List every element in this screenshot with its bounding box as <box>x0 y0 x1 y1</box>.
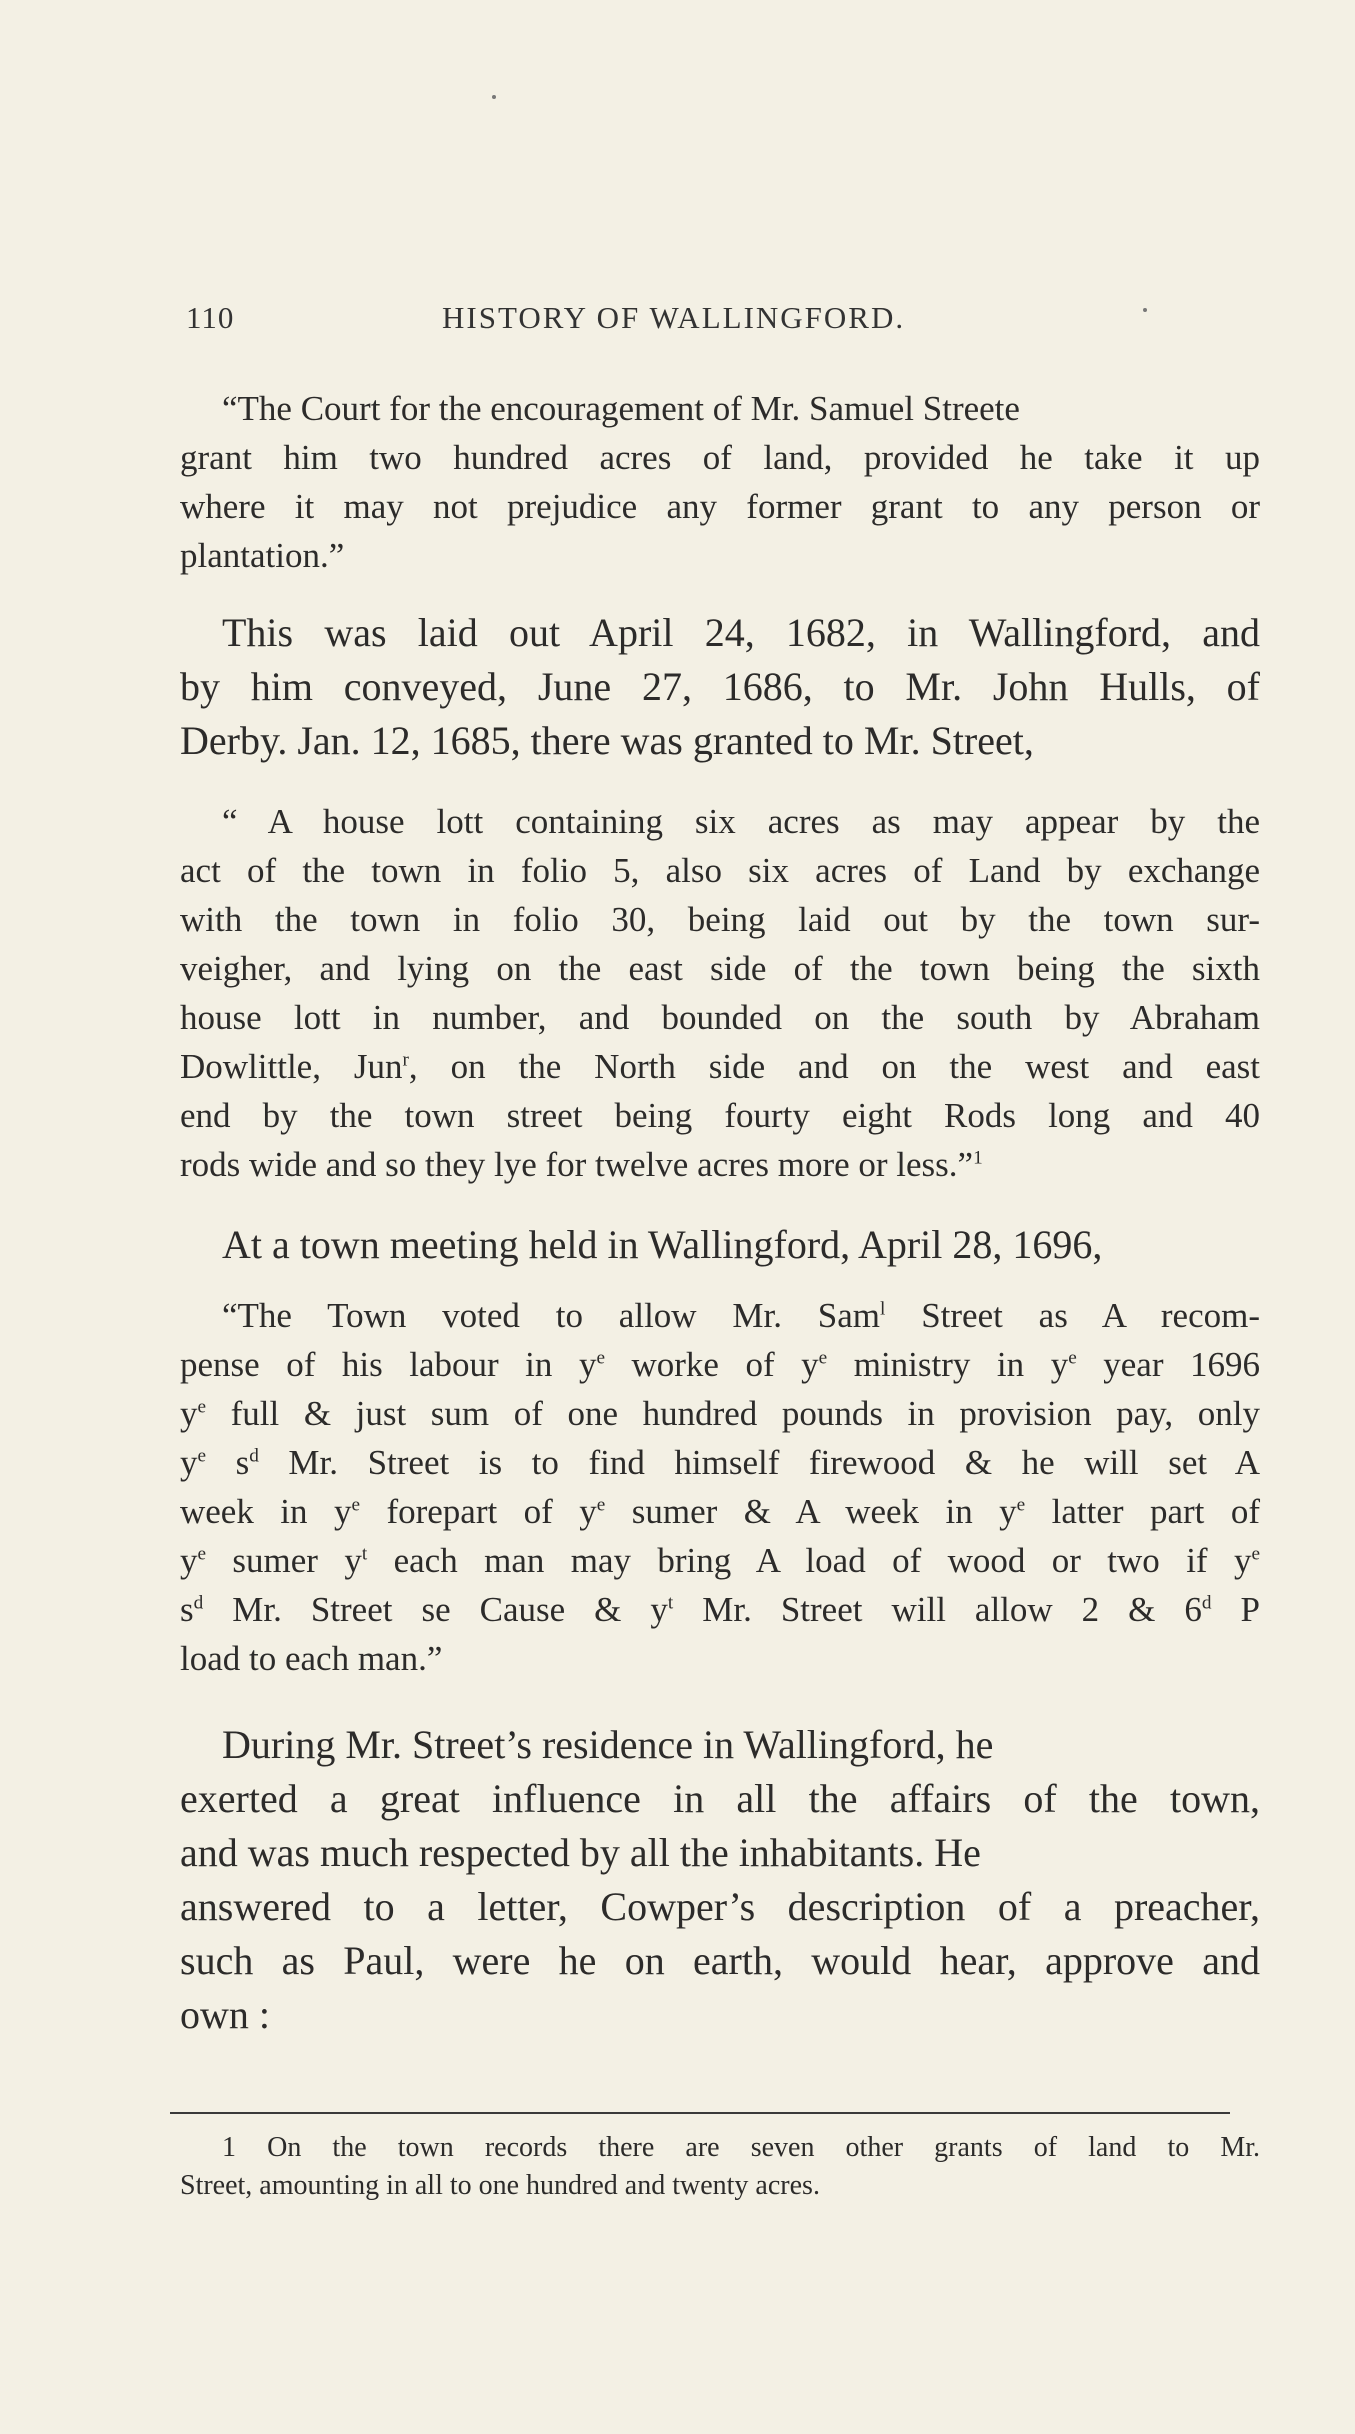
footnote <box>180 2129 1260 2205</box>
quote-town-vote <box>180 1291 1260 1683</box>
quote-house-lott <box>180 797 1260 1189</box>
text-line: week in $y^e$ forepart of $y^e$ sumer & A week in $y^e$ latter part of <box>180 1492 1260 1531</box>
paper-speck <box>492 95 496 99</box>
paragraph-residence <box>180 1718 1260 2042</box>
text-line: “The Town voted to allow Mr. Sam$^l$ Street as A recom- <box>222 1296 1260 1335</box>
footnote-ref: 1 <box>973 1147 983 1169</box>
text-line: During Mr. Street’s residence in Wallingford, he <box>222 1722 994 1767</box>
text-line: pense of his labour in $y^e$ worke of $y^e$ ministry in $y^e$ year 1696 <box>180 1345 1260 1384</box>
text-line: house lott in number, and bounded on the south by Abraham <box>180 998 1260 1037</box>
text-line: grant him two hundred acres of land, provided he take it up <box>180 438 1260 477</box>
text-line: with the town in folio 30, being laid out by the town sur- <box>180 900 1260 939</box>
text-line: At a town meeting held in Wallingford, April 28, 1696, <box>222 1222 1103 1267</box>
paper-speck <box>1143 308 1147 312</box>
text-line: 1 On the town records there are seven other grants of land to Mr. <box>222 2132 1260 2163</box>
text-line: veigher, and lying on the east side of the town being the sixth <box>180 949 1260 988</box>
paragraph-town-meeting <box>180 1218 1260 1272</box>
paragraph-laid-out <box>180 606 1260 768</box>
text-line: Dowlittle, Jun$^r$, on the North side and on the west and east <box>180 1047 1260 1086</box>
text-line: exerted a great influence in all the affairs of the town, <box>180 1776 1260 1821</box>
footnote-divider <box>170 2112 1230 2114</box>
text-line: by him conveyed, June 27, 1686, to Mr. John Hulls, of <box>180 664 1260 709</box>
text-line: rods wide and so they lye for twelve acres more or less.”$^1$ <box>180 1145 983 1184</box>
text-line: where it may not prejudice any former grant to any person or <box>180 487 1260 526</box>
text-line: $y^e$ full & just sum of one hundred pounds in provision pay, only <box>180 1394 1260 1433</box>
text-line: $y^e$ sumer $y^t$ each man may bring A load of wood or two if $y^e$ <box>180 1541 1260 1580</box>
text-line: Derby. Jan. 12, 1685, there was granted to Mr. Street, <box>180 718 1034 763</box>
text-line: load to each man.” <box>180 1639 443 1678</box>
text-line: answered to a letter, Cowper’s description of a preacher, <box>180 1884 1260 1929</box>
text-line: act of the town in folio 5, also six acres of Land by exchange <box>180 851 1260 890</box>
text-line: This was laid out April 24, 1682, in Wallingford, and <box>222 610 1260 655</box>
quote-court-grant <box>180 384 1260 580</box>
text-line: own : <box>180 1992 270 2037</box>
text-line: such as Paul, were he on earth, would hear, approve and <box>180 1938 1260 1983</box>
text-line: $s^d$ Mr. Street se Cause & $y^t$ Mr. Street will allow 2 & 6$^d$ P <box>180 1590 1260 1629</box>
text-line: plantation.” <box>180 536 345 575</box>
text-line: “ A house lott containing six acres as may appear by the <box>222 802 1260 841</box>
text-line: Street, amounting in all to one hundred and twenty acres. <box>180 2170 820 2201</box>
text-line: $y^e$ $s^d$ Mr. Street is to find himself firewood & he will set A <box>180 1443 1260 1482</box>
running-title: HISTORY OF WALLINGFORD. <box>442 300 906 335</box>
footnote-number: 1 <box>222 2132 236 2163</box>
page-number: 110 <box>186 300 235 335</box>
text-line: end by the town street being fourty eight Rods long and 40 <box>180 1096 1260 1135</box>
text-line: and was much respected by all the inhabitants. He <box>180 1830 981 1875</box>
text-line: “The Court for the encouragement of Mr. Samuel Streete <box>222 389 1020 428</box>
